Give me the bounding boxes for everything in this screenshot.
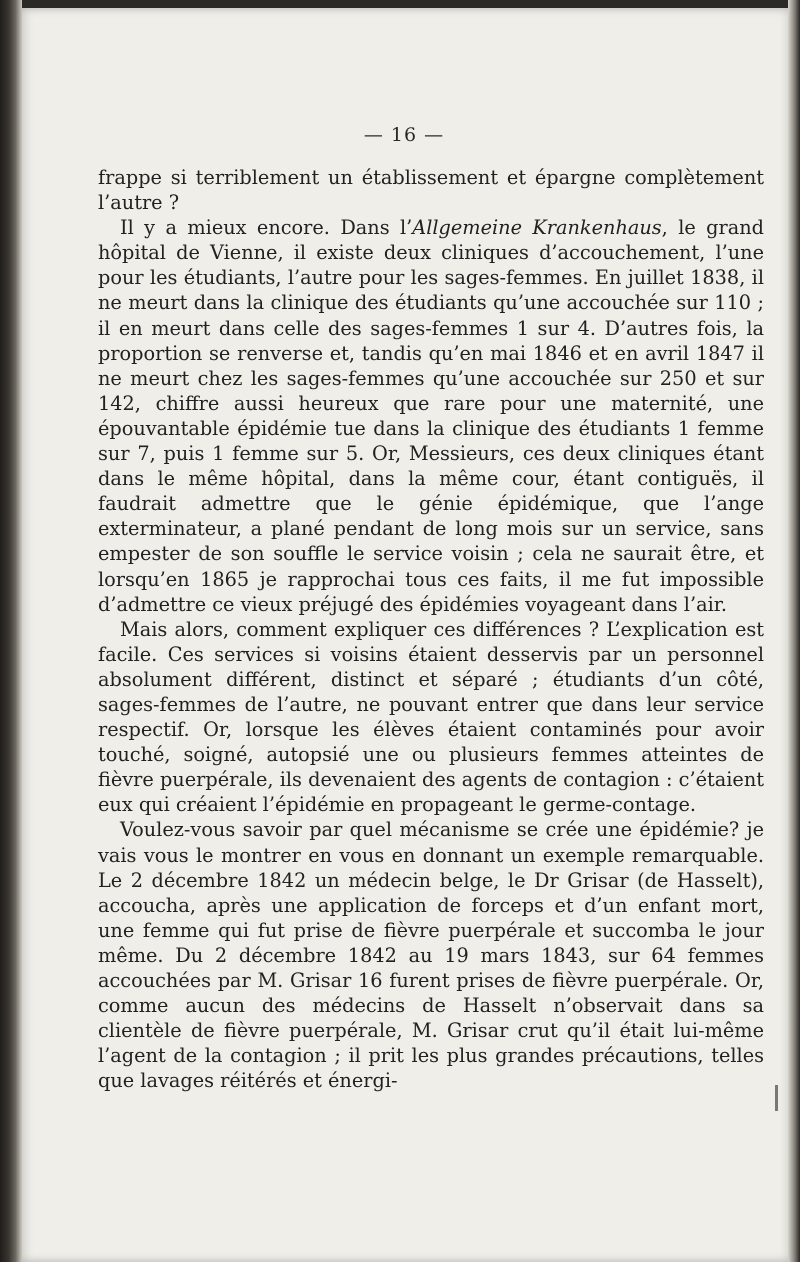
text-run: , le grand hôpital de Vienne, il existe deux cliniques d’accouchement, l’une pour les étudiants, l’autre pour les sages-femmes. En juillet 1838, il ne meurt dans la clinique des étudiants qu’une accouchée sur 110 ; il en meurt dans celle des sages-femmes 1 sur 4. D’autres fois, la proportion se renverse et, tandis qu’en mai 1846 et en avril 1847 il ne meurt chez les sages-femmes qu’une accouchée sur 250 et sur 142, chiffre aussi heureux que rare pour une maternité, une épouvantable épidémie tue dans la clinique des étudiants 1 femme sur 7, puis 1 femme sur 5. Or, Messieurs, ces deux cliniques étant dans le même hôpital, dans la même cour, étant contiguës, il faudrait admettre que le génie épidémique, que l’ange exterminateur, a plané pendant de long mois sur un service, sans empester de son souffle le service voisin ; cela ne saurait être, et lorsqu’en 1865 je rapprochai tous ces faits, il me fut impossible d’admettre ce vieux préjugé des épidémies voyageant dans l’air. [98,216,764,616]
paragraph [98,817,764,1093]
paragraph [98,215,764,617]
margin-mark [775,1085,778,1111]
text-run: Voulez-vous savoir par quel mécanisme se crée une épidémie? je vais vous le montrer en vous en donnant un exemple remarquable. Le 2 décembre 1842 un médecin belge, le Dr Grisar (de Hasselt), accoucha, après une application de forceps et d’un enfant mort, une femme qui fut prise de fièvre puerpérale et succomba le jour même. Du 2 décembre 1842 au 19 mars 1843, sur 64 femmes accouchées par M. Grisar 16 furent prises de fièvre puerpérale. Or, comme aucun des médecins de Hasselt n’observait dans sa clientèle de fièvre puerpérale, M. Grisar crut qu’il était lui-même l’agent de la contagion ; il prit les plus grandes précautions, telles que lavages réitérés et énergi- [98,818,764,1093]
right-page-edge [788,0,800,1262]
text-run: frappe si terriblement un établissement et épargne complètement l’autre ? [98,166,764,215]
body-text [98,165,764,1093]
paragraph [98,165,764,215]
text-run: Il y a mieux encore. Dans l’ [120,216,413,240]
text-run: Mais alors, comment expliquer ces différences ? L’explication est facile. Ces services si voisins étaient desservis par un personnel absolument différent, distinct et séparé ; étudiants d’un côté, sages-femmes de l’autre, ne pouvant entrer que dans leur service respectif. Or, lorsque les élèves étaient contaminés pour avoir touché, soigné, autopsié une ou plusieurs femmes atteintes de fièvre puerpérale, ils devenaient des agents de contagion : c’étaient eux qui créaient l’épidémie en propageant le germe-contage. [98,617,764,817]
paragraph [98,617,764,818]
top-edge [0,0,800,8]
page-number: — 16 — [363,124,445,146]
book-page [18,8,790,1262]
binding-edge [0,0,22,1262]
italic-text: Allgemeine Krankenhaus [412,216,662,240]
